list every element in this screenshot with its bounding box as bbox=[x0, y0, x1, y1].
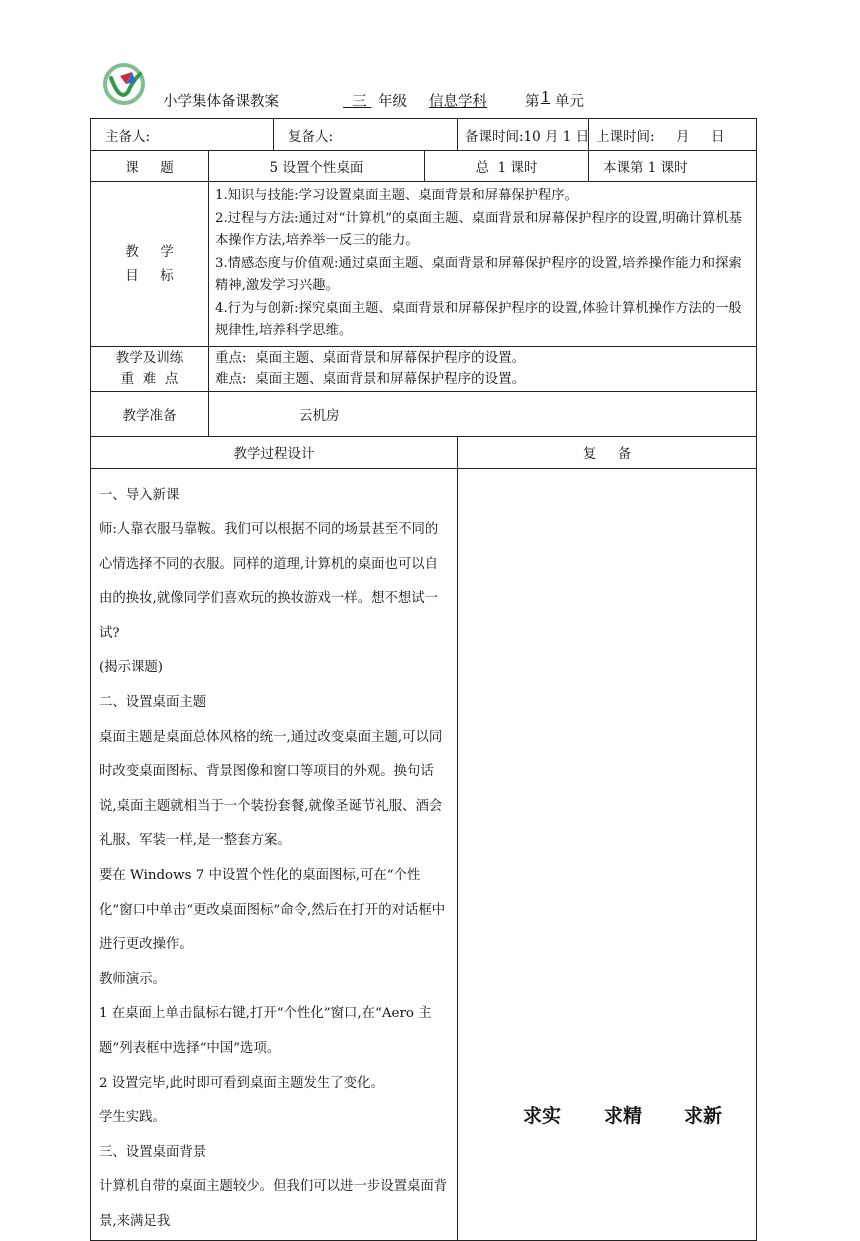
subject-name: 信息学科 bbox=[429, 94, 487, 110]
keypoints-label bbox=[91, 346, 209, 391]
goals-label-line1: 教 学 bbox=[125, 243, 174, 260]
process-paragraph: (揭示课题) bbox=[99, 660, 164, 676]
topic-title: 5 设置个性桌面 bbox=[209, 151, 425, 182]
grade-value: 三 bbox=[352, 94, 367, 110]
goal-item: 3.情感态度与价值观:通过桌面主题、桌面背景和屏幕保护程序的设置,培养操作能力和探索精神,激发学习兴趣。 bbox=[215, 255, 742, 293]
process-paragraph: 桌面主题是桌面总体风格的统一,通过改变桌面主题,可以同时改变桌面图标、背景图像和窗口等项目的外观。换句话说,桌面主题就相当于一个装扮套餐,就像圣诞节礼服、酒会礼服、军装一样,是一整套方案。 bbox=[99, 729, 443, 849]
goals-row bbox=[91, 182, 757, 347]
section-heading: 三、设置桌面背景 bbox=[99, 1144, 207, 1160]
motto-word: 求实 bbox=[523, 1105, 562, 1127]
goal-item: 2.过程与方法:通过对“计算机”的桌面主题、桌面背景和屏幕保护程序的设置,明确计算机基本操作方法,培养举一反三的能力。 bbox=[215, 210, 742, 248]
unit-suffix: 单元 bbox=[555, 94, 584, 110]
school-logo bbox=[102, 62, 146, 106]
motto-word: 求新 bbox=[684, 1105, 723, 1127]
lesson-plan-table bbox=[90, 118, 757, 1241]
process-paragraph: 学生实践。 bbox=[99, 1110, 166, 1126]
process-header-row bbox=[91, 436, 757, 468]
motto-word: 求精 bbox=[604, 1105, 643, 1127]
section-heading: 二、设置桌面主题 bbox=[99, 695, 207, 711]
process-paragraph: 2 设置完毕,此时即可看到桌面主题发生了变化。 bbox=[99, 1075, 384, 1091]
process-paragraph: 师:人靠衣服马靠鞍。我们可以根据不同的场景甚至不同的心情选择不同的衣服。同样的道理,计算机的桌面也可以自由的换妆,就像同学们喜欢玩的换妆游戏一样。想不想试一试? bbox=[99, 522, 439, 641]
process-paragraph: 1 在桌面上单击鼠标右键,打开“个性化”窗口,在“Aero 主题”列表框中选择“中国”选项。 bbox=[99, 1006, 432, 1056]
key-focus: 重点: 桌面主题、桌面背景和屏幕保护程序的设置。 bbox=[215, 349, 526, 366]
main-preparer-cell: 主备人: bbox=[91, 119, 274, 151]
process-content bbox=[91, 468, 458, 1240]
class-time-cell: 上课时间: 月 日 bbox=[589, 119, 757, 151]
preparation-value: 云机房 bbox=[209, 391, 757, 436]
total-hours: 总 1 课时 bbox=[425, 151, 589, 182]
topic-label: 课 题 bbox=[91, 151, 209, 182]
process-paragraph: 教师演示。 bbox=[99, 971, 166, 987]
keypoints-row bbox=[91, 346, 757, 391]
keypoints-label-line2: 重 难 点 bbox=[120, 370, 179, 387]
goals-label-line2: 目 标 bbox=[125, 267, 174, 284]
goals-content bbox=[209, 182, 757, 347]
unit-prefix: 第 bbox=[525, 94, 540, 110]
preparation-row bbox=[91, 391, 757, 436]
topic-row bbox=[91, 151, 757, 182]
prep-time-cell: 备课时间:10 月 1 日 bbox=[458, 119, 589, 151]
grade-suffix: 年级 bbox=[378, 94, 407, 110]
process-paragraph: 要在 Windows 7 中设置个性化的桌面图标,可在“个性化”窗口中单击“更改桌面图标”命令,然后在打开的对话框中进行更改操作。 bbox=[99, 868, 446, 953]
unit-number: 1 bbox=[541, 90, 551, 106]
co-preparer-cell: 复备人: bbox=[274, 119, 458, 151]
document-title: 小学集体备课教案 bbox=[163, 94, 279, 110]
preparation-label: 教学准备 bbox=[91, 391, 209, 436]
goal-item: 4.行为与创新:探究桌面主题、桌面背景和屏幕保护程序的设置,体验计算机操作方法的一般规律性,培养科学思维。 bbox=[215, 300, 742, 338]
info-row bbox=[91, 119, 757, 151]
key-difficulty: 难点: 桌面主题、桌面背景和屏幕保护程序的设置。 bbox=[215, 370, 526, 387]
process-design-header: 教学过程设计 bbox=[91, 436, 458, 468]
keypoints-content bbox=[209, 346, 757, 391]
goal-item: 1.知识与技能:学习设置桌面主题、桌面背景和屏幕保护程序。 bbox=[215, 188, 578, 203]
keypoints-label-line1: 教学及训练 bbox=[115, 349, 184, 366]
current-hour: 本课第 1 课时 bbox=[589, 151, 757, 182]
process-paragraph: 计算机自带的桌面主题较少。但我们可以进一步设置桌面背景,来满足我 bbox=[99, 1179, 448, 1229]
process-row bbox=[91, 468, 757, 1240]
section-heading: 一、导入新课 bbox=[99, 487, 180, 503]
review-header: 复 备 bbox=[458, 436, 757, 468]
goals-label bbox=[91, 182, 209, 347]
